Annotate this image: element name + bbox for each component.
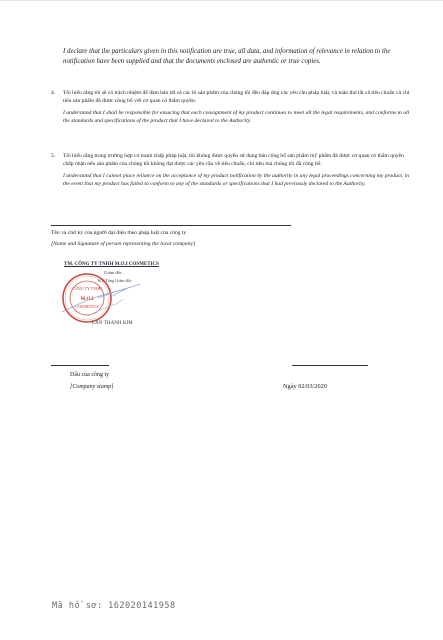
signatory-name: LAN THANH KIM: [92, 321, 133, 326]
page-edge: [0, 0, 443, 1]
stamp-label-vi: Dấu của công ty: [70, 372, 110, 378]
signatory-company: TM. CÔNG TY TNHH M.O.I COSMETICS: [64, 262, 159, 267]
stamp-line: [51, 365, 109, 366]
signature-label-en: [Name and Signature of person representing the local company]: [51, 241, 196, 247]
declaration-item-4: [51, 89, 411, 125]
declaration-item-5: [51, 152, 411, 188]
item-number: 4.: [51, 90, 56, 96]
svg-text:M.O.I: M.O.I: [80, 297, 94, 302]
stamp-label-en: [Company stamp]: [70, 384, 114, 390]
dossier-number: Mã hồ sơ: 162020141958: [52, 601, 176, 611]
signature-divider: [51, 225, 291, 226]
company-seal-and-signature: [58, 268, 188, 328]
item-text-vietnamese: Tôi hiểu rằng tôi sẽ có trách nhiệm để đảm bảo tất cả các lô sản phẩm của chúng tôi đều đáp ứng các yêu cầu pháp luật, và tuân thủ tất cả tiêu chuẩn và chỉ tiêu sản phẩm đã được công bố với cơ quan có thẩm quyền.: [63, 90, 410, 105]
svg-text:CÔNG TY TNHH: CÔNG TY TNHH: [72, 286, 102, 291]
signatory-note: KT. Tổng Giám đốc: [98, 278, 132, 283]
date-line: [292, 365, 368, 366]
declaration-english: I declare that the particulars given in this notification are true, all data, and information of relevance in relation to the notification have been supplied and that the documents enclosed are authentic or true copies.: [63, 48, 391, 65]
signature-label-vi: Tên và chữ ký của người đại diện theo pháp luật của công ty: [51, 230, 187, 236]
item-text-vietnamese: Tôi hiểu rằng trong trường hợp có tranh chấp pháp luật, tôi không được quyền sử dụng bản công bố sản phẩm mỹ phẩm đã được cơ quan có thẩm quyền chấp nhận nếu sản phẩm của chúng tôi không đạt được các yêu cầu về tiêu chuẩn, chỉ tiêu mà chúng tôi đã công bố.: [63, 153, 404, 168]
item-number: 5.: [51, 153, 56, 159]
item-text-english: I understand that I shall be responsible for ensuring that each consignment of my product continues to meet all the legal requirements, and conforms to all the standards and specifications of the product that I have declared to the Authority.: [63, 109, 410, 124]
svg-text:COSMETICS: COSMETICS: [75, 304, 99, 309]
signatory-role: Giám đốc: [104, 270, 122, 275]
item-text-english: I understand that I cannot place reliance on the acceptance of my product notification by the authority in any legal proceedings concerning my product, in the event that my product has failed to conform to any of the standards or specifications that I had previously declared to the Authority.: [63, 172, 410, 187]
signing-date: Ngày 02/03/2020: [283, 383, 327, 390]
